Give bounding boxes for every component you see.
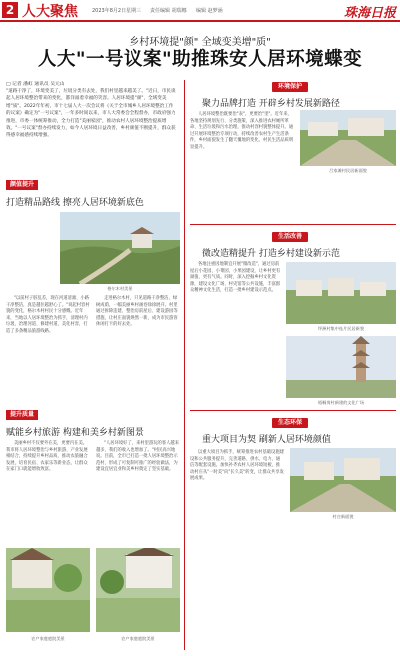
pagoda-photo (286, 336, 396, 398)
article-byline: □ 记者 潘虹 通讯员 吴元山 (6, 82, 65, 87)
section-tag: 生态环保 (272, 418, 308, 428)
editor-credit: 责任编辑 胡瑞娜 (150, 8, 187, 14)
section-headline: 聚力品牌打造 开辟乡村发展新路径 (202, 99, 340, 109)
courtyard-photo (96, 548, 180, 632)
paragraph: "以前村子脏乱差，现在河道清澈、小路干净整洁，真是越住越舒心了。"说起村容村貌的变化，格尔木村村民十分感慨。近年来，当地以人居环境整治为抓手，清理村内垃圾、治理河道、修建村道，美化村容，打造了多条精品旅游线路。 (6, 296, 90, 334)
photo-caption: 坪洲村集中连片民居新貌 (317, 326, 365, 331)
section-tag: 提升质量 (6, 410, 38, 420)
section-headline: 重大项目为契 刷新人居环境颜值 (202, 435, 331, 445)
paragraph: 人居环境整治既要治"表"，更要治"里"。近年来，各地坚持规划先行、分类施策，深入推进农村厕所革命、生活垃圾和污水治理，推动村容村貌整体提升。通过开展环境整治专项行动，持续改善农村生产生活条件，乡村面貌发生了翻天覆地的变化，村民生活品质明显提升。 (190, 112, 294, 150)
section-body (190, 112, 296, 153)
paragraph: 走进格尔木村，只见道路干净整洁，绿树成荫，一幅美丽乡村画卷徐徐展开。村里通过拆除违建、整治房前屋后、建设游园等措施，让村庄面貌焕然一新，成为市民游客休闲打卡的好去处。 (96, 296, 178, 328)
section-tag: 环境保护 (272, 82, 308, 92)
paragraph: 各地注重因地制宜开展"微改造"，通过房前屋后小花园、小菜园、小果园建设，让乡村更有颜值、更有气质。同时，深入挖掘乡村文化资源，建设文化广场、村史馆等公共设施，丰富群众精神文化生活，打造一批乡村建设示范点。 (190, 262, 281, 294)
section-tag: 颜值提升 (6, 180, 38, 190)
section-headline: 赋能乡村旅游 构建和美乡村新图景 (6, 428, 144, 438)
village-photo (300, 110, 396, 166)
village-photo (290, 448, 396, 512)
designer-credit: 编辑 赵梦涵 (196, 8, 223, 14)
newspaper-masthead: 珠海日报 (343, 6, 396, 21)
page-number: 2 (2, 2, 18, 18)
section-body (6, 441, 90, 475)
issue-date: 2023年8月2日 (92, 8, 127, 14)
photo-caption: 梧桐岗村新建的文化广场 (317, 400, 365, 405)
photo-caption: 农户家庭庭院美景 (121, 636, 155, 641)
article-headline: 人大"一号议案"助推珠安人居环境蝶变 (37, 49, 363, 70)
section-headline: 打造精品路线 擦亮人居环境新底色 (6, 198, 144, 208)
photo-caption: 村庄新面貌 (332, 514, 354, 519)
weekday: 星期三 (126, 8, 142, 14)
column-divider (184, 80, 185, 650)
article-lead: "道路干净了，环境变美了，垃圾分类有去处，我们村里越来越美了。"近日，市民谈起人居环境整治带来的变化，都洋溢着幸福的笑容。人居环境提"颜"，全域变美增"质"。2022年年初，市十七届人大一次会议将《关于全市城乡人居环境整治工作的议案》确定为"一号议案"，一年多时间以来，市人大常委会全程督办，市政府强力推进，市委一体统筹推动，全力打造"美丽家园"，推动农村人居环境整治提质增效。"一号议案"督办持续发力，如今人居环境日益改善，乡村颜值不断提升，群众获得感幸福感持续增强。 (6, 89, 176, 139)
paragraph: 以重大项目为抓手，统筹推进农村基础设施建设和公共服务提升，完善道路、供水、电力、通信等配套设施。加快补齐农村人居环境短板，推动村庄从"一时美"向"长久美"转变，让群众共享发展成果。 (190, 450, 284, 482)
section-body (96, 296, 180, 330)
section-tag: 生活改善 (272, 232, 308, 242)
section-body (6, 296, 90, 337)
article-kicker: 乡村环境提"颜" 全域变美增"质" (129, 37, 271, 48)
section-body (96, 441, 180, 475)
paragraph: "人居环境好了，来村里游玩的客人越来越多，我们的收入也增加了。"村民高兴地说。目前，全市已打造一批人居环境整治示范村，形成了可复制可推广的经验做法，为建设宜居宜业和美乡村奠定了坚实基础。 (96, 441, 180, 473)
photo-caption: 吕家滩村民居新面貌 (329, 168, 367, 173)
courtyard-photo (6, 548, 90, 632)
village-photo (286, 262, 396, 324)
section-body (190, 262, 282, 296)
section-headline: 微改造精提升 打造乡村建设新示范 (202, 249, 340, 259)
village-photo (60, 212, 180, 284)
section-divider (190, 224, 396, 225)
section-body (190, 450, 284, 484)
paragraph: 美丽乡村不仅要外在美，更要内在美。我市将人居环境整治与乡村旅游、产业发展相结合，持续提升乡村品质，推动农旅融合发展，培育民宿、农家乐等新业态，让群众在家门口就能增收致富。 (6, 441, 88, 473)
photo-caption: 格尔木村美景 (107, 286, 133, 291)
section-divider (190, 410, 396, 411)
section-title: 人大聚焦 (22, 4, 78, 20)
photo-caption: 农户家庭庭院美景 (31, 636, 65, 641)
